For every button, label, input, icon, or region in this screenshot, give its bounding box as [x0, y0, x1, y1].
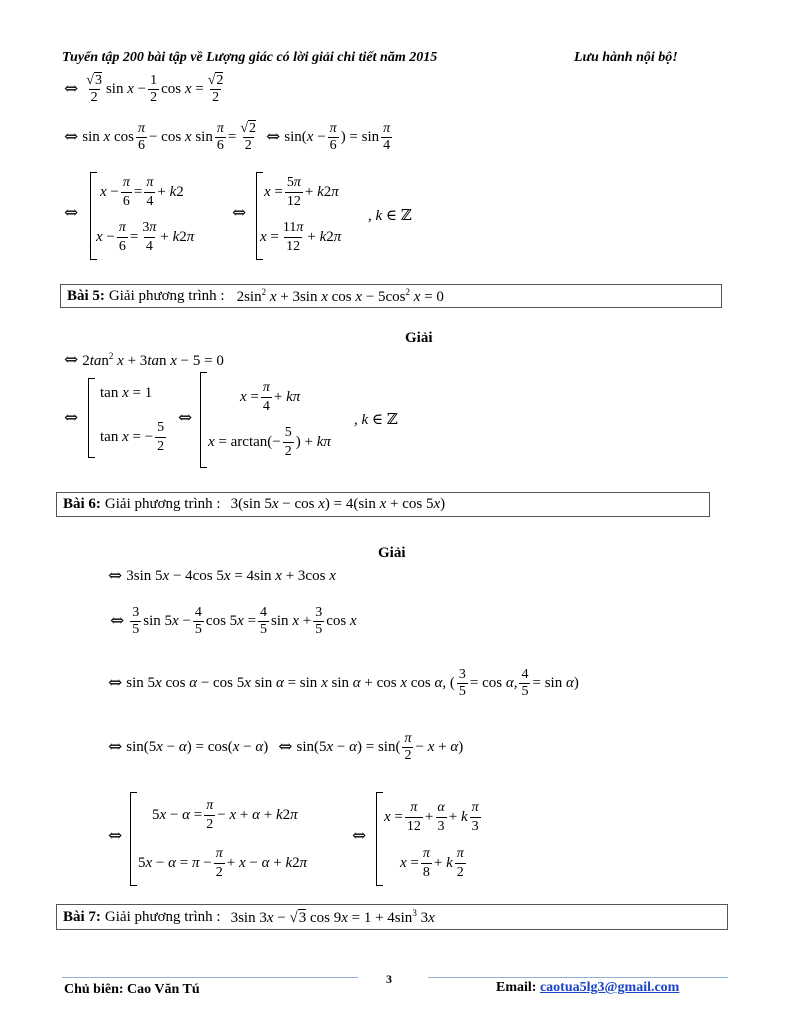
footer-email-label: Email:: [496, 980, 537, 995]
problem-label: Bài 6:: [63, 496, 101, 512]
system-bracket: [376, 792, 383, 886]
equation-line: x = arctan(− $\frac{5}{2}$ ) + kπ: [208, 425, 331, 459]
equation-line: x = $\frac{\pi}{8}$ + k $\frac{\pi}{2}$: [400, 846, 464, 880]
email-link[interactable]: caotua5lg3@gmail.com: [539, 980, 680, 995]
footer-editor: Chủ biên: Cao Văn Tú: [64, 982, 200, 997]
system-bracket: [200, 372, 207, 468]
problem-prompt: Giải phương trình :: [108, 287, 225, 304]
equation-line: x − $\frac{\pi}{6}$ = $\frac{\pi}{4}$ + k2: [100, 175, 184, 209]
document-header-title: Tuyển tập 200 bài tập về Lượng giác có lời giải chi tiết năm 2015: [62, 50, 438, 65]
equation-line: ⇔ sin x cos $\frac{\pi}{6}$ − cos x sin $\frac{\pi}{6}$ = $\frac{√2}{2}$ ⇔ sin(x − $\frac{\pi}{6}$ ) = sin $\frac{\pi}{4}$: [64, 121, 391, 153]
equation-line: x = $\frac{11\pi}{12}$ + k2π: [260, 220, 342, 254]
equation-line: x − $\frac{\pi}{6}$ = $\frac{3\pi}{4}$ + k2π: [96, 220, 195, 254]
equation-line: x = $\frac{5\pi}{12}$ + k2π: [264, 175, 339, 209]
problem-box: Bài 7: Giải phương trình : 3sin 3x − √3 $\cos 9x = 1 + 4\sin^3$ 3x: [56, 904, 728, 930]
equation-line: ⇔ 3sin 5x − 4cos 5x = 4sin x + 3cos x: [108, 566, 336, 586]
footer-divider: [428, 977, 728, 978]
equation-line: tan x = − $\frac{5}{2}$: [100, 420, 165, 454]
problem-box: Bài 6: Giải phương trình : 3(sin 5x − cos x) = 4(sin x + cos 5x): [56, 492, 710, 517]
equation-line: ⇔: [232, 203, 247, 223]
equation-line: 5x − α = π − $\frac{\pi}{2}$ + x − α + k2π: [138, 846, 308, 880]
equation-line: ⇔: [178, 408, 193, 428]
equation-line: ⇔ sin(5x − α) = cos(x − α) ⇔ sin(5x − α) = sin( $\frac{\pi}{2}$ − x + α): [108, 731, 464, 763]
equation-line: ⇔: [64, 408, 79, 428]
equation-line: , k ∈ ℤ: [368, 208, 412, 224]
problem-box: Bài 5: Giải phương trình : $2\sin^2$ x + 3sin x $\cos x - 5\cos^2$ x = 0: [60, 284, 722, 308]
problem-prompt: Giải phương trình :: [104, 908, 221, 925]
equation-line: ⇔: [64, 203, 79, 223]
equation-line: ⇔ $\frac{3}{5}$ sin 5x − $\frac{4}{5}$ cos 5x = $\frac{4}{5}$ sin x + $\frac{3}{5}$ cos x: [110, 605, 357, 637]
system-bracket: [88, 378, 95, 458]
problem-label: Bài 7:: [63, 908, 101, 925]
equation-line: x = $\frac{\pi}{12}$ + $\frac{\alpha}{3}$ + k $\frac{\pi}{3}$: [384, 800, 479, 834]
equation-line: ⇔ $\frac{√3}{2}$ sin x − $\frac{1}{2}$ cos x = $\frac{√2}{2}$: [64, 73, 224, 105]
equation-line: ⇔ $2\tan^2$ x + 3tan x − 5 = 0: [64, 350, 224, 370]
equation-line: ⇔: [108, 826, 123, 846]
page-number: 3: [386, 972, 392, 986]
equation-line: ⇔ sin 5x cos α − cos 5x sin α = sin x sin α + cos x cos α, ( $\frac{3}{5}$ = cos α, $\frac{4}{5}$ = sin α): [108, 667, 579, 699]
equation-line: x = $\frac{\pi}{4}$ + kπ: [240, 380, 301, 414]
solution-heading: Giải: [405, 330, 433, 346]
equation-line: ⇔: [352, 826, 367, 846]
system-bracket: [130, 792, 137, 886]
equation-line: , k ∈ ℤ: [354, 412, 398, 428]
solution-heading: Giải: [378, 545, 406, 561]
document-header-note: Lưu hành nội bộ!: [574, 50, 678, 65]
problem-label: Bài 5:: [67, 287, 105, 304]
footer-email: [496, 980, 679, 996]
footer-divider: [62, 977, 358, 978]
equation-line: 5x − α = $\frac{\pi}{2}$ − x + α + k2π: [152, 798, 298, 832]
problem-prompt: Giải phương trình :: [104, 496, 221, 512]
equation-line: tan x = 1: [100, 385, 153, 401]
